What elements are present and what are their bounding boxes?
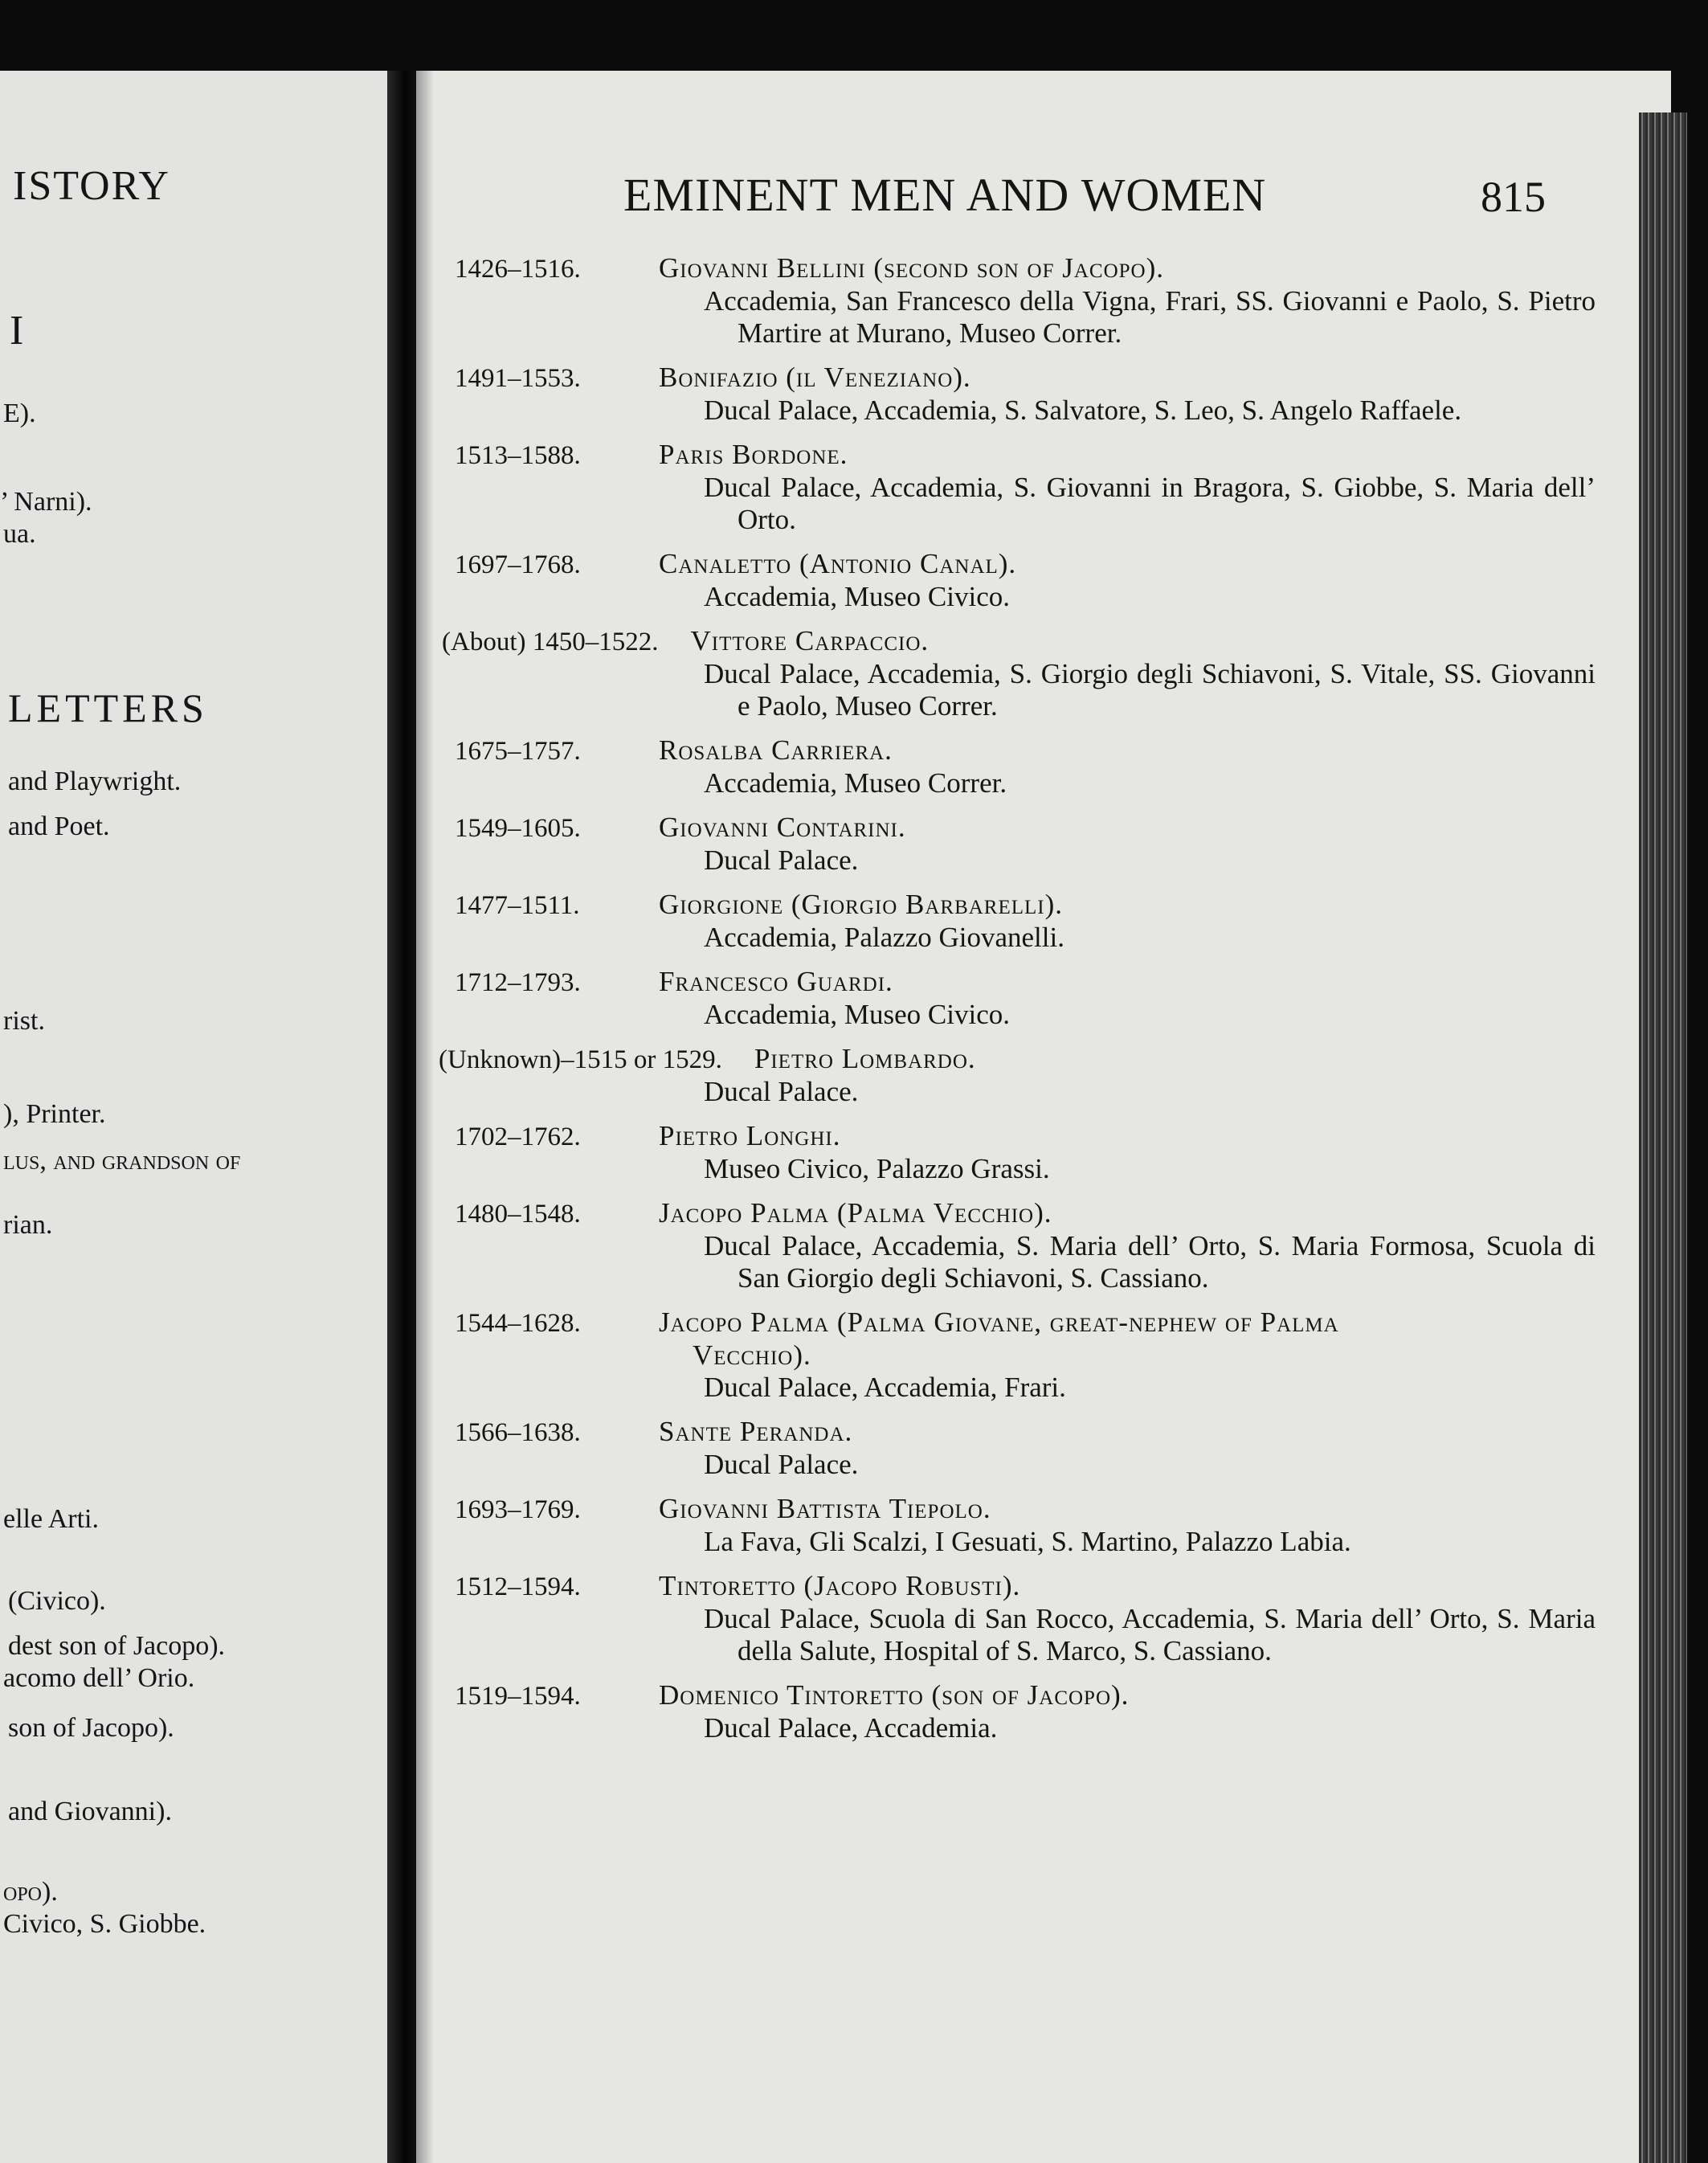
entry-dates: 1426–1516. [455, 255, 581, 284]
left-text-fragment: opo). [3, 1877, 58, 1907]
list-item [455, 966, 1596, 1031]
left-text-fragment: son of Jacopo). [8, 1713, 174, 1743]
entry-locations: Ducal Palace, Accademia, S. Giovanni in Bragora, S. Giobbe, S. Maria dell’ Orto. [704, 472, 1596, 535]
entry-name: Canaletto (Antonio Canal). [659, 548, 1017, 579]
left-page [0, 71, 387, 2163]
entry-dates: 1491–1553. [455, 364, 581, 393]
entry-dates: 1697–1768. [455, 550, 581, 579]
list-item [455, 252, 1596, 350]
left-text-fragment: ), Printer. [3, 1099, 106, 1129]
entry-dates: 1702–1762. [455, 1122, 581, 1151]
left-text-fragment: lus, and grandson of [3, 1146, 241, 1176]
entry-locations: Ducal Palace, Accademia, S. Salvatore, S. Leo, S. Angelo Raffaele. [704, 395, 1462, 426]
list-item [455, 1416, 1596, 1481]
entry-name: Giovanni Contarini. [659, 812, 906, 843]
left-text-fragment: elle Arti. [3, 1504, 99, 1534]
entry-name: Jacopo Palma (Palma Giovane, great-nephew of Palma [659, 1306, 1339, 1338]
entry-dates: (About) 1450–1522. [442, 628, 659, 656]
entry-locations: Ducal Palace, Accademia. [704, 1712, 998, 1744]
left-text-fragment: and Giovanni). [8, 1797, 172, 1826]
entry-locations: Accademia, Museo Civico. [704, 581, 1011, 612]
entry-name: Pietro Lombardo. [754, 1043, 976, 1074]
left-text-fragment: acomo dell’ Orio. [3, 1663, 195, 1693]
entry-locations: Ducal Palace. [704, 1076, 859, 1107]
entry-dates: 1566–1638. [455, 1418, 581, 1447]
list-item [455, 1306, 1596, 1404]
list-item [455, 1679, 1596, 1744]
running-head: EMINENT MEN AND WOMEN [623, 169, 1267, 221]
left-running-head-fragment: ISTORY [13, 163, 170, 209]
page-number: 815 [1481, 173, 1546, 221]
entry-name: Jacopo Palma (Palma Vecchio). [659, 1197, 1052, 1229]
entry-locations: Accademia, Palazzo Giovanelli. [704, 922, 1064, 953]
entry-name: Tintoretto (Jacopo Robusti). [659, 1570, 1021, 1601]
entry-name: Paris Bordone. [659, 439, 848, 470]
list-item [455, 812, 1596, 877]
right-page [416, 71, 1671, 2163]
list-item [455, 439, 1596, 536]
entry-locations: Ducal Palace, Scuola di San Rocco, Accademia, S. Maria dell’ Orto, S. Maria della Salute, Hospital of S. Marco, S. Cassiano. [704, 1603, 1596, 1666]
left-section-heading-fragment: LETTERS [8, 685, 208, 730]
left-text-fragment: (Civico). [8, 1586, 106, 1616]
painters-list [439, 252, 1596, 1756]
entry-name: Vittore Carpaccio. [690, 625, 930, 656]
left-text-fragment: rist. [3, 1006, 45, 1036]
list-item [455, 1493, 1596, 1558]
left-text-fragment: ’ Narni). [0, 487, 92, 517]
entry-dates: (Unknown)–1515 or 1529. [439, 1045, 722, 1074]
entry-name: Giorgione (Giorgio Barbarelli). [659, 889, 1064, 920]
entry-dates: 1712–1793. [455, 968, 581, 997]
entry-name: Bonifazio (il Veneziano). [659, 362, 971, 393]
entry-name: Pietro Longhi. [659, 1120, 841, 1151]
entry-dates: 1480–1548. [455, 1200, 581, 1229]
entry-name-continued: Vecchio). [693, 1339, 811, 1371]
list-item [455, 1120, 1596, 1185]
entry-dates: 1544–1628. [455, 1309, 581, 1338]
entry-locations: Accademia, Museo Correr. [704, 767, 1007, 799]
entry-dates: 1477–1511. [455, 891, 580, 920]
left-text-fragment: rian. [3, 1210, 53, 1240]
list-item [442, 625, 1596, 722]
book-gutter [387, 71, 416, 2163]
left-text-fragment: dest son of Jacopo). [8, 1631, 226, 1661]
list-item [455, 548, 1596, 613]
entry-name: Sante Peranda. [659, 1416, 853, 1447]
entry-locations: Museo Civico, Palazzo Grassi. [704, 1153, 1050, 1184]
entry-locations: Ducal Palace. [704, 1449, 859, 1480]
entry-name: Giovanni Bellini (second son of Jacopo). [659, 252, 1164, 284]
list-item [455, 1570, 1596, 1667]
left-text-fragment: Civico, S. Giobbe. [3, 1909, 206, 1939]
left-heading-fragment: I [10, 308, 26, 354]
entry-dates: 1549–1605. [455, 814, 581, 843]
list-item [455, 734, 1596, 799]
entry-locations: Ducal Palace, Accademia, S. Maria dell’ Orto, S. Maria Formosa, Scuola di San Giorgio degli Schiavoni, S. Cassiano. [704, 1230, 1596, 1294]
entry-locations: La Fava, Gli Scalzi, I Gesuati, S. Martino, Palazzo Labia. [704, 1526, 1351, 1557]
entry-dates: 1512–1594. [455, 1572, 581, 1601]
entry-locations: Accademia, Museo Civico. [704, 999, 1011, 1030]
entry-dates: 1675–1757. [455, 737, 581, 766]
list-item [455, 1197, 1596, 1294]
page-edges [1639, 112, 1687, 2163]
entry-dates: 1693–1769. [455, 1495, 581, 1524]
entry-locations: Ducal Palace, Accademia, Frari. [704, 1372, 1066, 1403]
entry-locations: Ducal Palace, Accademia, S. Giorgio degli Schiavoni, S. Vitale, SS. Giovanni e Paolo, Museo Correr. [704, 658, 1596, 722]
entry-dates: 1519–1594. [455, 1682, 581, 1711]
list-item [455, 889, 1596, 954]
entry-name: Rosalba Carriera. [659, 734, 893, 766]
left-text-fragment: and Poet. [8, 812, 110, 841]
left-text-fragment: and Playwright. [8, 767, 182, 796]
entry-dates: 1513–1588. [455, 441, 581, 470]
left-text-fragment: E). [3, 399, 36, 428]
list-item [455, 362, 1596, 427]
entry-locations: Accademia, San Francesco della Vigna, Frari, SS. Giovanni e Paolo, S. Pietro Martire at Murano, Museo Correr. [704, 285, 1596, 349]
entry-name: Francesco Guardi. [659, 966, 893, 997]
list-item [439, 1043, 1596, 1108]
entry-name: Giovanni Battista Tiepolo. [659, 1493, 991, 1524]
entry-name: Domenico Tintoretto (son of Jacopo). [659, 1679, 1130, 1711]
left-text-fragment: ua. [3, 519, 36, 549]
entry-locations: Ducal Palace. [704, 844, 859, 876]
